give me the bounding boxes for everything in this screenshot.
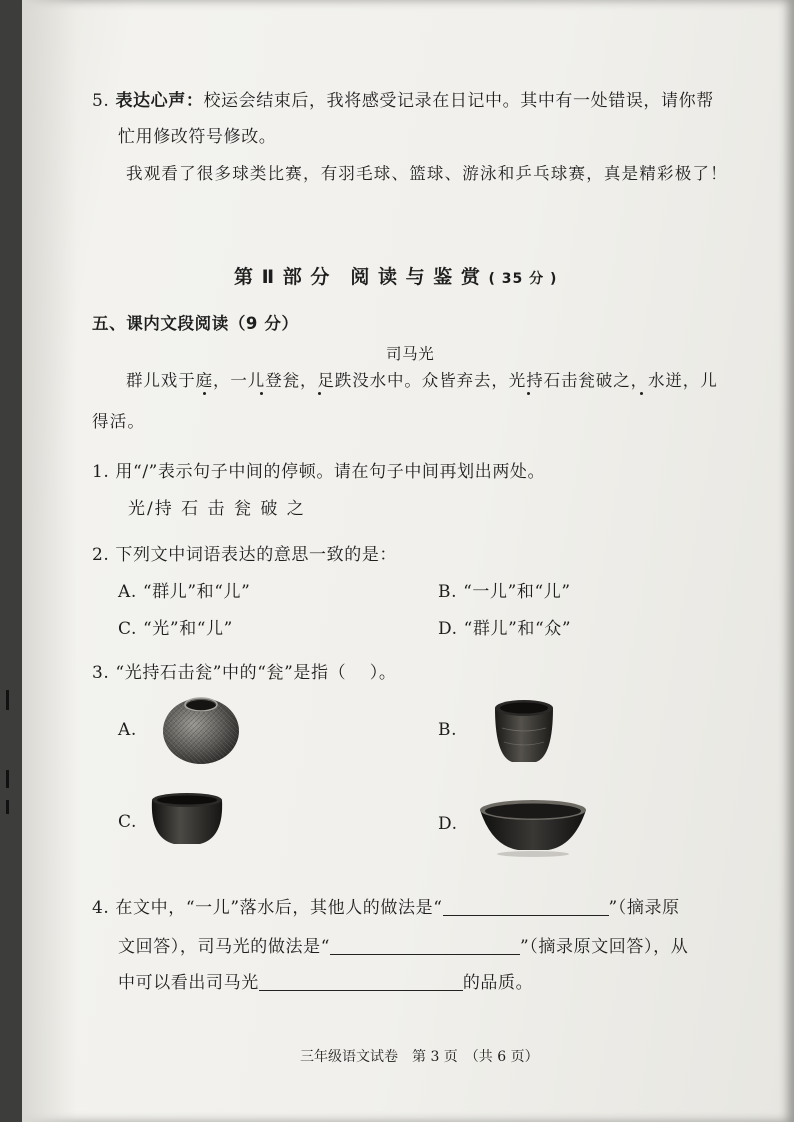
edge-mark <box>6 690 9 710</box>
q3-option-a[interactable]: A. <box>118 720 137 740</box>
q2-text: 2. 下列文中词语表达的意思一致的是： <box>92 545 398 565</box>
emphasis-dot <box>318 392 321 395</box>
q2-option-a[interactable]: A. “群儿”和“儿” <box>118 582 251 602</box>
round-bowl-icon <box>148 790 226 846</box>
q4-text-3: 文回答），司马光的做法是“ <box>118 937 330 957</box>
q3-option-d[interactable]: D. <box>438 814 458 834</box>
q1-sentence: 光/持 石 击 瓮 破 之 <box>128 499 306 519</box>
q1-text: 1. 用“/”表示句子中间的停顿。请在句子中间再划出两处。 <box>92 462 546 482</box>
section-heading <box>92 310 299 334</box>
q4-text-5: 中可以看出司马光 <box>118 973 259 993</box>
q5-number: 5. <box>92 91 110 111</box>
answer-blank-3[interactable] <box>259 974 463 991</box>
section-score: （9 分） <box>228 314 299 333</box>
part-score: ( 35 分 ) <box>488 271 558 287</box>
q3-text: 3. “光持石击瓮”中的“瓮”是指（ ）。 <box>92 663 397 683</box>
passage-line1: 群儿戏于庭，一儿登瓮，足跌没水中。众皆弃去，光持石击瓮破之，水迸，儿 <box>126 371 718 390</box>
q4-text-4: ”（摘录原文回答），从 <box>520 937 689 957</box>
q2-option-c[interactable]: C. “光”和“儿” <box>118 619 233 639</box>
q5-label: 表达心声： <box>115 91 204 111</box>
q5-line2: 忙用修改符号修改。 <box>118 127 277 147</box>
emphasis-dot <box>527 392 530 395</box>
page-footer: 三年级语文试卷 第 3 页 （共 6 页） <box>300 1049 539 1065</box>
q2-option-d[interactable]: D. “群儿”和“众” <box>438 619 572 639</box>
passage-title: 司马光 <box>386 345 435 363</box>
passage-line2: 得活。 <box>92 412 146 431</box>
q4-text-6: 的品质。 <box>462 973 534 993</box>
q3-option-c[interactable]: C. <box>118 812 138 832</box>
answer-blank-1[interactable] <box>443 899 609 916</box>
page-gutter <box>0 0 22 1122</box>
q4-line2 <box>118 932 688 957</box>
edge-mark <box>6 800 9 814</box>
part-title <box>234 262 557 289</box>
wide-bowl-icon <box>478 796 588 858</box>
q3-option-b[interactable]: B. <box>438 720 458 740</box>
emphasis-dot <box>203 392 206 395</box>
q4-line1 <box>92 893 680 918</box>
q2-option-b[interactable]: B. “一儿”和“儿” <box>438 582 571 602</box>
q4-text-1: 4. 在文中，“一儿”落水后，其他人的做法是“ <box>92 898 443 918</box>
emphasis-dot <box>260 392 263 395</box>
q5-text: 校运会结束后，我将感受记录在日记中。其中有一处错误，请你帮 <box>203 91 714 111</box>
section-heading-text: 五、课内文段阅读 <box>92 314 229 333</box>
q4-line3 <box>118 968 533 993</box>
emphasis-dot <box>640 392 643 395</box>
round-jar-icon <box>160 692 242 766</box>
q4-text-2: ”（摘录原 <box>608 898 680 918</box>
edge-mark <box>6 770 9 788</box>
part-title-text: 第 Ⅱ 部 分 阅 读 与 鉴 赏 <box>234 266 481 288</box>
q5-line1 <box>92 86 714 111</box>
answer-blank-2[interactable] <box>330 938 520 955</box>
deep-pot-icon <box>492 698 556 766</box>
diary-sentence: 我观看了很多球类比赛，有羽毛球、篮球、游泳和乒乓球赛，真是精彩极了！ <box>126 164 728 183</box>
